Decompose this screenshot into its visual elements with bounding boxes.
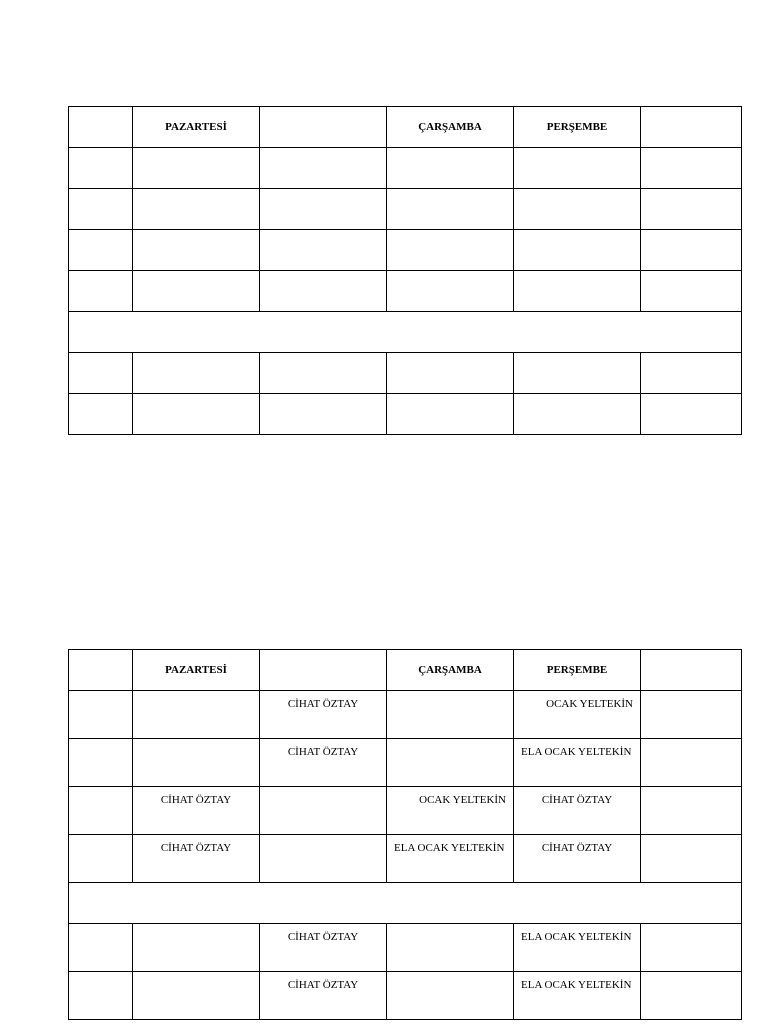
table-row (69, 230, 742, 271)
table-cell (133, 691, 260, 739)
header-cell-thursday: PERŞEMBE (514, 107, 641, 148)
schedule-table-filled (68, 649, 742, 1020)
table-cell (514, 230, 641, 271)
header-cell (69, 650, 133, 691)
table-cell (133, 189, 260, 230)
table-cell (387, 271, 514, 312)
table-cell (387, 972, 514, 1020)
table-row (69, 189, 742, 230)
table-row (69, 924, 742, 972)
table-cell (641, 353, 742, 394)
table-row (69, 972, 742, 1020)
table-cell (641, 271, 742, 312)
table-cell: OCAK YELTEKİN (387, 787, 514, 835)
table-cell: ELA OCAK YELTEKİN (514, 739, 641, 787)
table-cell: CİHAT ÖZTAY (133, 787, 260, 835)
header-cell (641, 107, 742, 148)
table-break-row (69, 883, 742, 924)
table-cell (133, 972, 260, 1020)
header-cell-wednesday: ÇARŞAMBA (387, 650, 514, 691)
header-cell (260, 107, 387, 148)
table-cell: ELA OCAK YELTEKİN (514, 972, 641, 1020)
table-row (69, 835, 742, 883)
table-cell (514, 189, 641, 230)
table-cell (69, 353, 133, 394)
table-cell (260, 835, 387, 883)
table-cell (69, 691, 133, 739)
header-cell-wednesday: ÇARŞAMBA (387, 107, 514, 148)
table-cell: CİHAT ÖZTAY (260, 924, 387, 972)
table-cell (69, 189, 133, 230)
table-cell (260, 394, 387, 435)
table-cell (387, 739, 514, 787)
header-cell-monday: PAZARTESİ (133, 650, 260, 691)
table-cell: CİHAT ÖZTAY (260, 972, 387, 1020)
table-cell: ELA OCAK YELTEKİN (387, 835, 514, 883)
table-cell (69, 394, 133, 435)
table-cell (514, 148, 641, 189)
table-cell (69, 787, 133, 835)
table-cell (260, 189, 387, 230)
table-cell: CİHAT ÖZTAY (514, 787, 641, 835)
table-row (69, 148, 742, 189)
table-cell (69, 924, 133, 972)
table-cell (69, 271, 133, 312)
table-cell (514, 394, 641, 435)
table-cell (260, 787, 387, 835)
break-cell (69, 883, 742, 924)
header-cell (260, 650, 387, 691)
table-cell (260, 230, 387, 271)
table-cell (260, 271, 387, 312)
table-cell (514, 271, 641, 312)
table-cell (133, 394, 260, 435)
table-break-row (69, 312, 742, 353)
table-cell (387, 189, 514, 230)
schedule-table-empty (68, 106, 742, 435)
table-cell (387, 230, 514, 271)
header-cell-monday: PAZARTESİ (133, 107, 260, 148)
table-cell (69, 739, 133, 787)
table-cell (133, 148, 260, 189)
table-cell: OCAK YELTEKİN (514, 691, 641, 739)
table-cell (514, 353, 641, 394)
table-row (69, 739, 742, 787)
table-cell: CİHAT ÖZTAY (133, 835, 260, 883)
table-cell (260, 148, 387, 189)
table-cell (133, 230, 260, 271)
table-row (69, 787, 742, 835)
table-cell (641, 739, 742, 787)
table-row (69, 271, 742, 312)
table-header-row (69, 107, 742, 148)
header-cell-thursday: PERŞEMBE (514, 650, 641, 691)
table-cell (133, 271, 260, 312)
table-cell (641, 835, 742, 883)
table-cell: CİHAT ÖZTAY (514, 835, 641, 883)
table-cell (641, 148, 742, 189)
table-cell (387, 148, 514, 189)
table-cell (387, 394, 514, 435)
table-cell (641, 972, 742, 1020)
break-cell (69, 312, 742, 353)
table-cell (641, 787, 742, 835)
table-cell (69, 972, 133, 1020)
table-cell: CİHAT ÖZTAY (260, 691, 387, 739)
header-cell (69, 107, 133, 148)
table-cell (69, 835, 133, 883)
table-cell (69, 148, 133, 189)
table-row (69, 691, 742, 739)
table-cell (641, 394, 742, 435)
table-cell (641, 924, 742, 972)
table-cell: CİHAT ÖZTAY (260, 739, 387, 787)
table-cell (133, 353, 260, 394)
table-cell (641, 691, 742, 739)
table-cell (387, 924, 514, 972)
header-cell (641, 650, 742, 691)
table-row (69, 394, 742, 435)
table-header-row (69, 650, 742, 691)
table-cell (133, 739, 260, 787)
table-cell (641, 189, 742, 230)
table-cell (133, 924, 260, 972)
table-row (69, 353, 742, 394)
table-cell (387, 691, 514, 739)
table-cell (69, 230, 133, 271)
table-cell: ELA OCAK YELTEKİN (514, 924, 641, 972)
table-cell (260, 353, 387, 394)
table-cell (641, 230, 742, 271)
table-cell (387, 353, 514, 394)
